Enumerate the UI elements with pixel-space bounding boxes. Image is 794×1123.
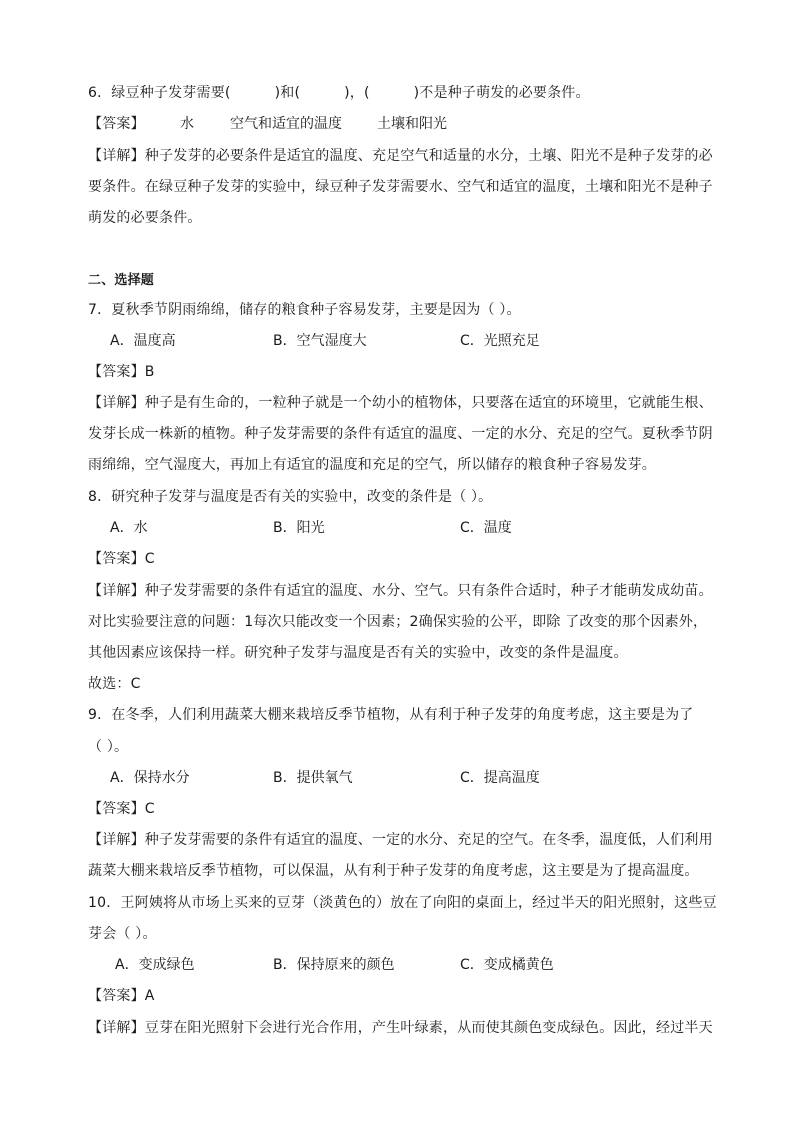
q6-stem: 6．绿豆种子发芽需要( )和( )，( )不是种子萌发的必要条件。: [88, 85, 590, 101]
q9-detail-line: 蔬菜大棚来栽培反季节植物，可以保温，从有利于种子发芽的角度考虑，这主要是为了提高温度。: [88, 863, 699, 879]
q10-answer: 【答案】A: [88, 988, 155, 1004]
q8-conclusion: 故选：C: [88, 676, 141, 692]
q7-option-a: A．温度高: [110, 333, 176, 349]
q9-option-b: B．提供氧气: [273, 770, 353, 786]
q8-detail-line: 对比实验要注意的问题：1每次只能改变一个因素；2确保实验的公平，即除 了改变的那个因素外，: [88, 614, 708, 630]
q9-answer: 【答案】C: [88, 801, 155, 817]
q6-answer-3: 土壤和阳光: [377, 116, 447, 132]
q10-detail-line: 【详解】豆芽在阳光照射下会进行光合作用，产生叶绿素，从而使其颜色变成绿色。因此，经过半天: [88, 1020, 713, 1036]
q6-detail-line: 要条件。在绿豆种子发芽的实验中，绿豆种子发芽需要水、空气和适宜的温度，土壤和阳光不是种子: [88, 179, 713, 195]
q7-option-c: C．光照充足: [460, 333, 540, 349]
q7-stem: 7．夏秋季节阴雨绵绵，储存的粮食种子容易发芽，主要是因为（ ）。: [88, 302, 521, 318]
q8-detail-line: 其他因素应该保持一样。研究种子发芽与温度是否有关的实验中，改变的条件是温度。: [88, 645, 628, 661]
q7-answer: 【答案】B: [88, 364, 155, 380]
q8-stem: 8．研究种子发芽与温度是否有关的实验中，改变的条件是（ ）。: [88, 489, 493, 505]
q10-stem-cont: 芽会（ ）。: [88, 926, 157, 942]
q9-option-a: A．保持水分: [110, 770, 190, 786]
q7-detail-line: 发芽长成一株新的植物。种子发芽需要的条件有适宜的温度、一定的水分、充足的空气。夏秋季节阴: [88, 426, 713, 442]
q6-answer-2: 空气和适宜的温度: [230, 116, 342, 132]
q8-option-c: C．温度: [460, 520, 512, 536]
q8-detail-line: 【详解】种子发芽需要的条件有适宜的温度、水分、空气。只有条件合适时，种子才能萌发成幼苗。: [88, 583, 713, 599]
q9-stem: 9．在冬季，人们利用蔬菜大棚来栽培反季节植物，从有利于种子发芽的角度考虑，这主要是为了: [88, 707, 694, 723]
q7-detail-line: 雨绵绵，空气湿度大，再加上有适宜的温度和充足的空气，所以储存的粮食种子容易发芽。: [88, 457, 656, 473]
q10-option-b: B．保持原来的颜色: [273, 957, 395, 973]
q9-detail-line: 【详解】种子发芽需要的条件有适宜的温度、一定的水分、充足的空气。在冬季，温度低，人们利用: [88, 832, 713, 848]
q6-detail-line: 【详解】种子发芽的必要条件是适宜的温度、充足空气和适量的水分，土壤、阳光不是种子发芽的必: [88, 148, 713, 164]
q6-answer: 【答案】: [88, 116, 145, 132]
q9-option-c: C．提高温度: [460, 770, 540, 786]
q8-answer: 【答案】C: [88, 551, 155, 567]
section-heading: 二、选择题: [88, 273, 155, 288]
q7-option-b: B．空气湿度大: [273, 333, 367, 349]
q6-detail-line: 萌发的必要条件。: [88, 210, 202, 226]
q8-option-a: A．水: [110, 520, 148, 536]
q9-stem-cont: （ ）。: [88, 739, 129, 755]
q10-stem: 10．王阿姨将从市场上买来的豆芽（淡黄色的）放在了向阳的桌面上，经过半天的阳光照射，这些豆: [88, 895, 717, 911]
q6-answer-1: 水: [180, 116, 194, 132]
q8-option-b: B．阳光: [273, 520, 325, 536]
q10-option-a: A．变成绿色: [115, 957, 195, 973]
q10-option-c: C．变成橘黄色: [460, 957, 554, 973]
q7-detail-line: 【详解】种子是有生命的，一粒种子就是一个幼小的植物体，只要落在适宜的环境里，它就能生根、: [88, 395, 713, 411]
